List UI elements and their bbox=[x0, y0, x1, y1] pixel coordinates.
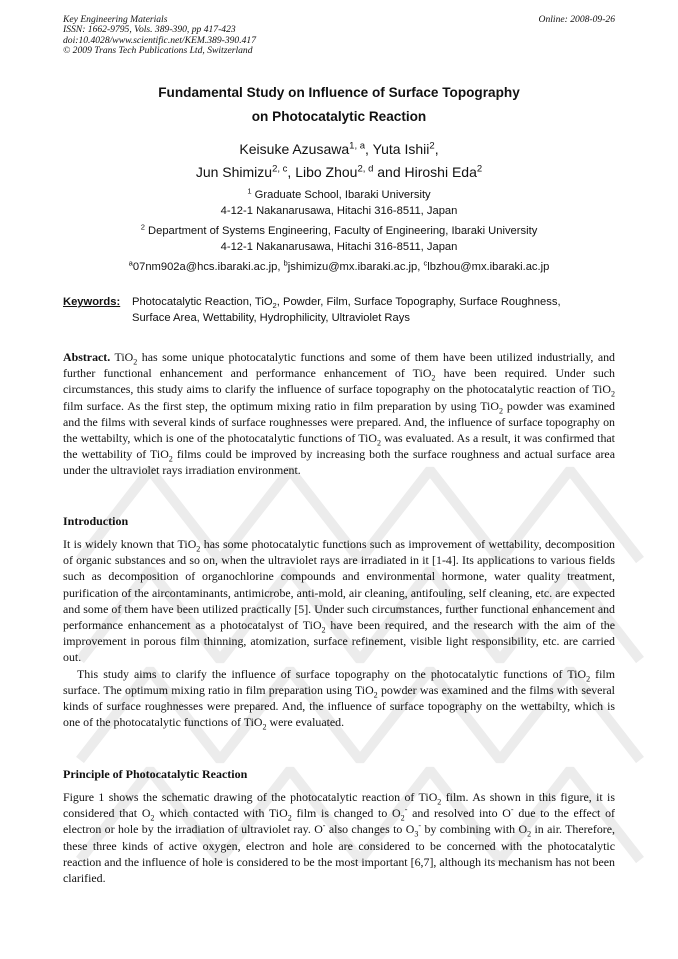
affiliation-address: 4-12-1 Nakanarusawa, Hitachi 316-8511, Japan bbox=[220, 205, 458, 217]
title-line-2: on Photocatalytic Reaction bbox=[251, 109, 427, 124]
principle-heading: Principle of Photocatalytic Reaction bbox=[63, 767, 248, 781]
email-link[interactable]: 07nm902a@hcs.ibaraki.ac.jp, bbox=[132, 261, 281, 273]
author-name: Libo Zhou bbox=[295, 164, 358, 180]
online-date: Online: 2008-09-26 bbox=[538, 14, 615, 25]
email-link[interactable]: jshimizu@mx.ibaraki.ac.jp, bbox=[287, 261, 421, 273]
paragraph: This study aims to clarify the influence of surface topography on the photocatalytic functions of TiO$_2$ film surface. The optimum mixing ratio in film preparation using TiO$_2$ powder was examined and the films with several kinds of surface roughnesses were prepared. And, the influence of surface topography on the wettabilty, which is one of the photocatalytic functions of TiO$_2$ were evaluated. bbox=[63, 666, 615, 732]
copyright-line: © 2009 Trans Tech Publications Ltd, Switzerland bbox=[63, 45, 253, 57]
email-sup: c bbox=[423, 258, 428, 268]
doi-line: doi:10.4028/www.scientific.net/KEM.389-390.417 bbox=[63, 34, 257, 46]
principle-body bbox=[63, 789, 615, 886]
abstract: Abstract. TiO$_2$ has some unique photocatalytic functions and some of them have been utilized industrially, and further functional enhancement and performance enhancement of TiO$_2$ have been required. Under such circumstances, this study aims to clarify the influence of surface topography on the photocatalytic reaction of TiO$_2$ film surface. As the first step, the optimum mixing ratio in film preparation by using TiO$_2$ powder was examined and the films with several kinds of surface roughnesses were prepared. And, the influence of surface topography on the wettabilty, which is one of the photocatalytic functions of TiO$_2$ was evaluated. As a result, it was confirmed that the wettability of TiO$_2$ films could be improved by increasing both the surface roughness and actual surface area under the ultraviolet rays irradiation environment. bbox=[63, 350, 616, 478]
abstract-label: Abstract. bbox=[63, 350, 111, 364]
paragraph: Figure 1 shows the schematic drawing of the photocatalytic reaction of TiO$_2$ film. As shown in this figure, it is considered that $O_2$ which contacted with TiO$_2$ film is changed to $O_2^-$ and resolved into O- due to the effect of electron or hole by the irradiation of ultraviolet ray. O- also changes to $O_3^-$ by combining with $O_2$ in air. Therefore, these three kinds of active oxygen, electron and hole are considered to be concerned with the photocatalytic reaction and the influence of hole is considered to be the most important [6,7], although its mechanism has not been clarified. bbox=[63, 790, 615, 886]
journal-name: Key Engineering Materials bbox=[63, 14, 168, 25]
author-sup: 2 bbox=[476, 163, 483, 175]
affiliation-2 bbox=[0, 223, 678, 255]
affiliation-name: Department of Systems Engineering, Faculty of Engineering, Ibaraki University bbox=[148, 225, 538, 237]
email-sup: b bbox=[283, 258, 288, 268]
author-name: Jun Shimizu bbox=[195, 164, 273, 180]
issn-line: ISSN: 1662-9795, Vols. 389-390, pp 417-423 bbox=[63, 24, 236, 36]
affiliation-name: Graduate School, Ibaraki University bbox=[254, 189, 431, 201]
author-conjunction: and bbox=[377, 164, 401, 180]
introduction-heading: Introduction bbox=[63, 514, 129, 528]
keywords-list: Photocatalytic Reaction, TiO$_2$, Powder, Film, Surface Topography, Surface Roughness, Surface Area, Wettability, Hydrophilicity, Ultraviolet Rays bbox=[132, 296, 561, 324]
author-sup: 1, a bbox=[349, 140, 366, 152]
affiliation-address: 4-12-1 Nakanarusawa, Hitachi 316-8511, Japan bbox=[220, 241, 458, 253]
author-name: Keisuke Azusawa bbox=[239, 141, 350, 157]
author-emails bbox=[0, 259, 678, 275]
paragraph: It is widely known that TiO$_2$ has some photocatalytic functions such as improvement of wettability, decomposition of organic substances and so on, when the ultraviolet rays are irradiated in it [1-4]. Its applications to various fields such as decomposition of organochlorine compounds and environmental hormone, water quality treatment, purification of the aircontaminants, antimicrobe, anti-mold, air cleaning, antifouling, self cleaning, etc. are expected and some of them have been utilized practically [5]. Under such circumstances, further functional enhancement and performance enhancement as a photocatalyst of TiO$_2$ have been required, and the research with the aim of the improvement in porous film thinning, atomization, surface refinement, visible light responsibility, etc. are carried out. bbox=[63, 537, 615, 665]
author-list bbox=[0, 138, 678, 184]
author-sup: 2 bbox=[429, 140, 435, 152]
author-line-1: Keisuke Azusawa$^{1, a}$, Yuta Ishii$^2$, bbox=[239, 140, 439, 157]
keywords-label: Keywords: bbox=[63, 296, 121, 308]
introduction-body bbox=[63, 536, 615, 730]
journal-header bbox=[63, 15, 256, 57]
title-line-1: Fundamental Study on Influence of Surface Topography bbox=[158, 85, 520, 100]
author-name: Yuta Ishii bbox=[372, 141, 430, 157]
affiliation-number: 1 bbox=[247, 186, 252, 196]
email-sup: a bbox=[128, 258, 133, 268]
affiliation-number: 2 bbox=[140, 222, 145, 232]
paper-title bbox=[0, 81, 678, 129]
author-name: Hiroshi Eda bbox=[404, 164, 477, 180]
email-link[interactable]: lbzhou@mx.ibaraki.ac.jp bbox=[427, 261, 550, 273]
author-line-2: Jun Shimizu$^{2, c}$, Libo Zhou$^{2, d}$ and Hiroshi Eda$^2$ bbox=[195, 163, 483, 180]
affiliation-1 bbox=[0, 187, 678, 219]
author-sup: 2, d bbox=[357, 163, 374, 175]
author-sup: 2, c bbox=[272, 163, 288, 175]
